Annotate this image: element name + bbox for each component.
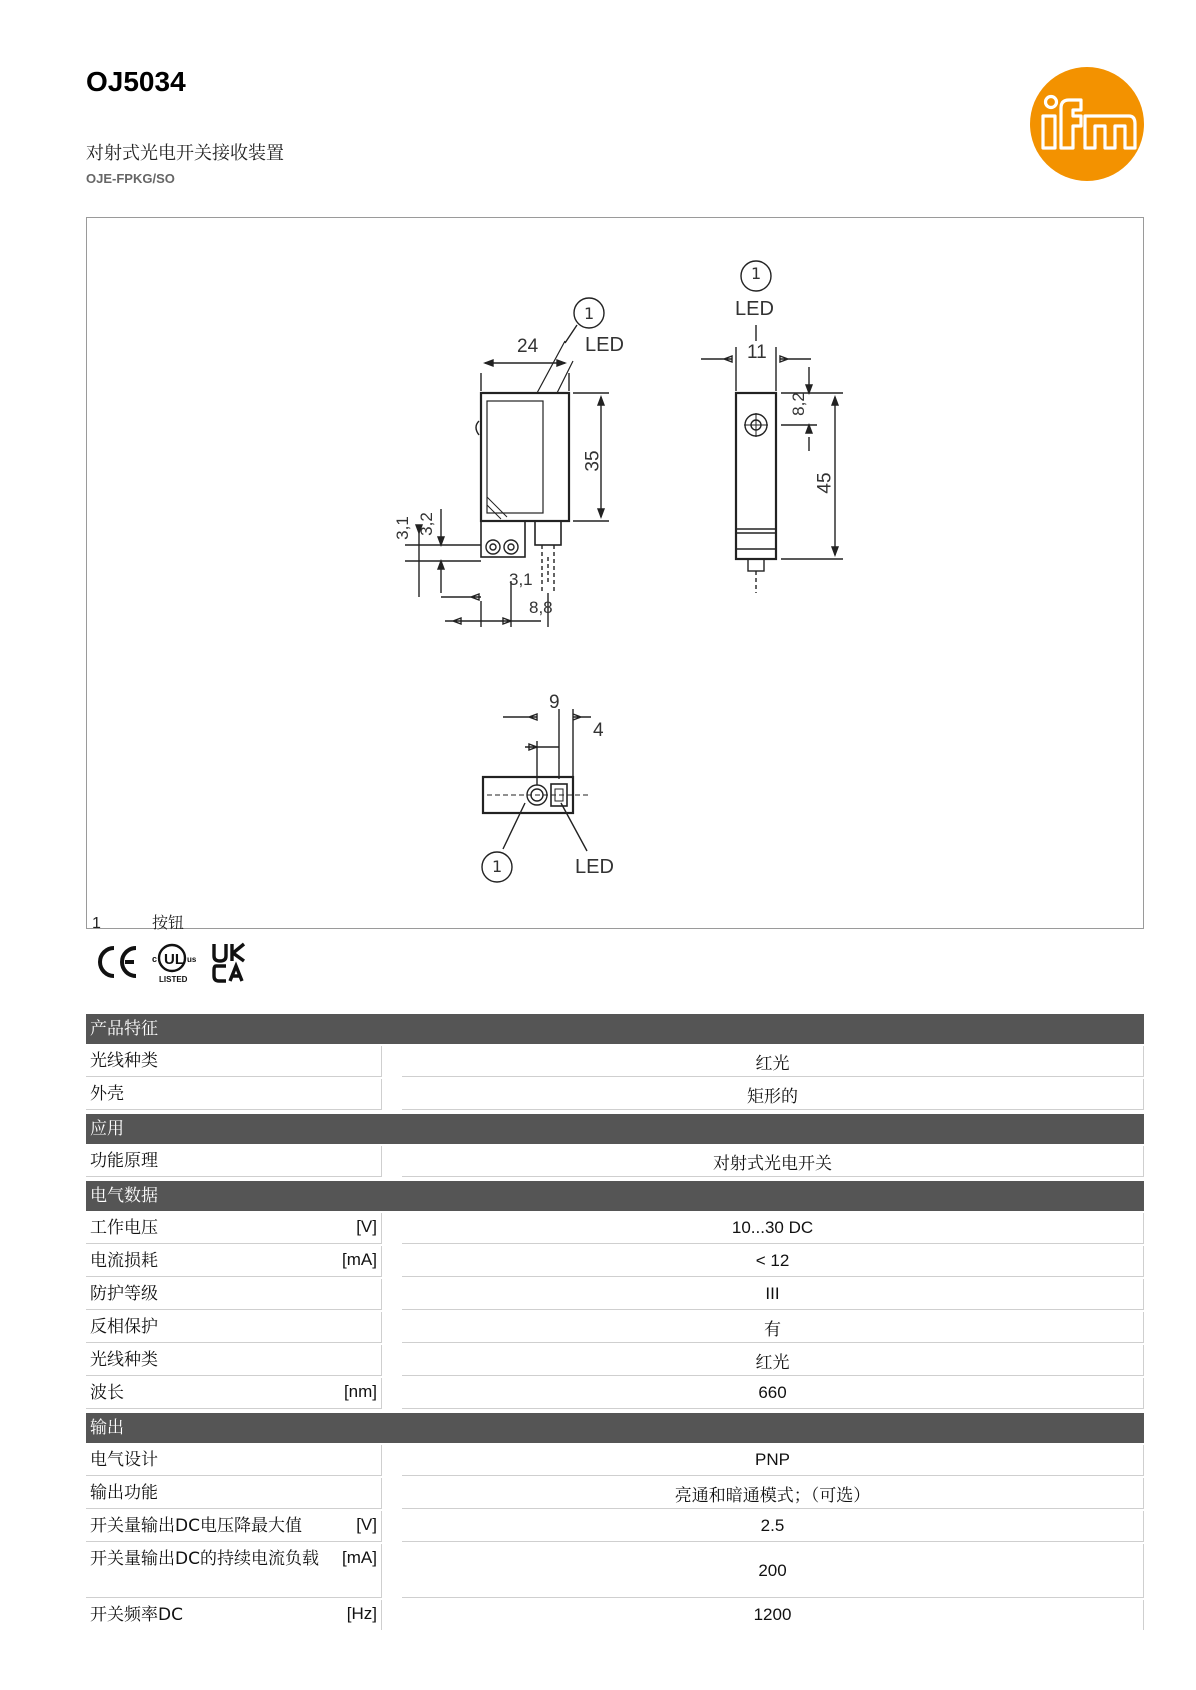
front-view bbox=[405, 298, 609, 627]
ukca-mark bbox=[214, 944, 244, 981]
section-header: 产品特征 bbox=[86, 1014, 1144, 1044]
ce-mark bbox=[100, 948, 136, 976]
row-label: 波长 bbox=[90, 1383, 124, 1403]
dim-3-2: 3,2 bbox=[416, 512, 436, 536]
table-row bbox=[86, 1445, 1144, 1476]
row-label: 反相保护 bbox=[90, 1317, 158, 1337]
row-label: 电气设计 bbox=[90, 1450, 158, 1470]
legend-text: 按钮 bbox=[152, 913, 185, 932]
row-value: PNP bbox=[402, 1445, 1144, 1476]
row-unit: [V] bbox=[356, 1515, 377, 1534]
dimension-drawing bbox=[87, 218, 1143, 928]
row-label: 输出功能 bbox=[90, 1483, 158, 1503]
row-label: 开关量输出DC电压降最大值 bbox=[90, 1516, 302, 1536]
led-label-front: LED bbox=[585, 334, 624, 356]
row-label: 光线种类 bbox=[90, 1051, 158, 1071]
dim-35: 35 bbox=[582, 450, 604, 472]
row-value: 矩形的 bbox=[402, 1079, 1144, 1110]
section-header: 应用 bbox=[86, 1114, 1144, 1144]
dim-4: 4 bbox=[593, 720, 604, 741]
section-header: 输出 bbox=[86, 1413, 1144, 1443]
legend-number: 1 bbox=[92, 915, 101, 932]
callout-1-front: 1 bbox=[584, 304, 595, 323]
table-row bbox=[86, 1511, 1144, 1542]
section-header: 电气数据 bbox=[86, 1181, 1144, 1211]
product-description: 对射式光电开关接收装置 bbox=[86, 143, 284, 164]
table-row bbox=[86, 1478, 1144, 1509]
dim-45: 45 bbox=[814, 472, 836, 494]
table-row bbox=[86, 1213, 1144, 1244]
row-label: 工作电压 bbox=[90, 1218, 158, 1238]
row-label: 光线种类 bbox=[90, 1350, 158, 1370]
row-label: 电流损耗 bbox=[90, 1251, 158, 1271]
ifm-logo bbox=[1029, 66, 1145, 182]
table-row bbox=[86, 1246, 1144, 1277]
dim-8-8: 8,8 bbox=[529, 598, 553, 617]
table-row bbox=[86, 1079, 1144, 1110]
svg-text:LISTED: LISTED bbox=[159, 975, 188, 984]
led-label-bottom: LED bbox=[575, 856, 614, 878]
row-label: 功能原理 bbox=[90, 1151, 158, 1171]
row-unit: [nm] bbox=[343, 1382, 377, 1401]
row-label: 防护等级 bbox=[90, 1284, 158, 1304]
callout-1-side: 1 bbox=[751, 264, 762, 283]
svg-text:c: c bbox=[152, 954, 158, 964]
callout-1-bottom: 1 bbox=[492, 857, 503, 876]
row-value: 对射式光电开关 bbox=[402, 1146, 1144, 1177]
dim-3-1-vertical: 3,1 bbox=[392, 516, 412, 540]
row-label: 开关量输出DC的持续电流负载 bbox=[90, 1549, 319, 1569]
table-row bbox=[86, 1146, 1144, 1177]
row-value: 660 bbox=[402, 1378, 1144, 1409]
culus-mark bbox=[152, 945, 197, 984]
row-label: 开关频率DC bbox=[90, 1605, 183, 1625]
row-unit: [Hz] bbox=[346, 1604, 377, 1623]
row-label: 外壳 bbox=[90, 1084, 124, 1104]
led-label-side: LED bbox=[735, 298, 774, 320]
certification-marks bbox=[92, 938, 262, 986]
row-value: 200 bbox=[402, 1544, 1144, 1598]
row-value: 1200 bbox=[402, 1600, 1144, 1630]
drawing-legend bbox=[92, 910, 184, 933]
dimension-drawing-frame bbox=[86, 217, 1144, 929]
dim-9: 9 bbox=[549, 692, 560, 713]
dim-8-2: 8,2 bbox=[788, 392, 808, 416]
table-row bbox=[86, 1345, 1144, 1376]
row-value: 10...30 DC bbox=[402, 1213, 1144, 1244]
row-value: 红光 bbox=[402, 1046, 1144, 1077]
row-value: III bbox=[402, 1279, 1144, 1310]
dim-11: 11 bbox=[747, 342, 767, 363]
dim-24: 24 bbox=[517, 336, 539, 357]
row-unit: [mA] bbox=[342, 1548, 377, 1567]
row-unit: [mA] bbox=[342, 1250, 377, 1269]
type-code: OJE-FPKG/SO bbox=[86, 171, 175, 186]
row-value: 亮通和暗通模式；（可选） bbox=[402, 1478, 1144, 1509]
svg-text:UL: UL bbox=[164, 951, 184, 968]
spec-table bbox=[86, 1014, 1144, 1630]
table-row bbox=[86, 1279, 1144, 1310]
row-value: 红光 bbox=[402, 1345, 1144, 1376]
table-row bbox=[86, 1544, 1144, 1598]
table-row bbox=[86, 1312, 1144, 1343]
table-row bbox=[86, 1378, 1144, 1409]
product-code-title: OJ5034 bbox=[86, 66, 186, 97]
row-value: < 12 bbox=[402, 1246, 1144, 1277]
row-value: 有 bbox=[402, 1312, 1144, 1343]
table-row bbox=[86, 1046, 1144, 1077]
row-unit: [V] bbox=[356, 1217, 377, 1236]
row-value: 2.5 bbox=[402, 1511, 1144, 1542]
table-row bbox=[86, 1600, 1144, 1630]
dim-3-1-horizontal: 3,1 bbox=[509, 570, 533, 589]
svg-text:us: us bbox=[187, 955, 197, 964]
